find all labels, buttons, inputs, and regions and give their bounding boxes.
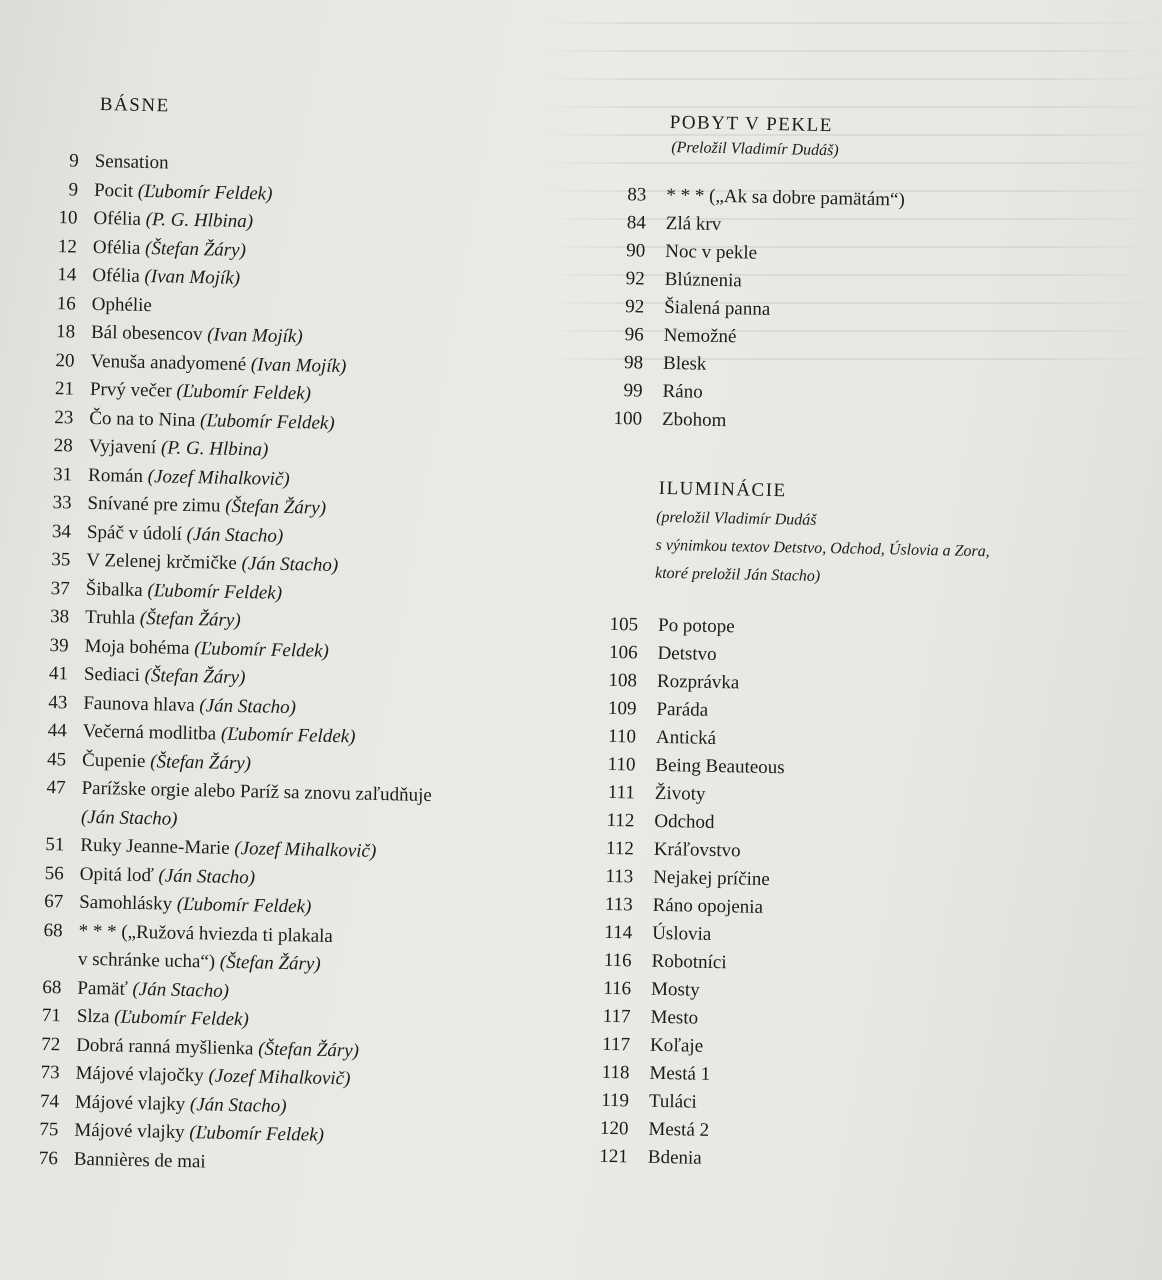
translator-name: (Ľubomír Feldek) [114, 1006, 250, 1031]
section-heading-basne: BÁSNE [99, 94, 170, 117]
poem-title: Mestá 1 [649, 1062, 711, 1085]
page-number: 23 [54, 406, 74, 429]
page-number: 14 [57, 264, 77, 286]
poem-title: Ruky Jeanne-Marie [80, 834, 230, 859]
page-number: 96 [624, 324, 644, 346]
page-number: 9 [68, 178, 79, 201]
poem-title: Zbohom [661, 408, 727, 432]
page-number: 10 [58, 207, 78, 229]
translator-name: (Štefan Žáry) [139, 607, 241, 632]
poem-title: Májové vlajky [74, 1119, 185, 1143]
poem-title: Tuláci [648, 1090, 698, 1113]
poem-title: Nemožné [663, 324, 737, 348]
translator-name: (Štefan Žáry) [257, 1038, 360, 1062]
poem-title: Paráda [656, 698, 709, 721]
page-number: 28 [53, 435, 73, 457]
page-number: 83 [627, 184, 647, 206]
page-number: 114 [604, 921, 633, 944]
page-number: 76 [38, 1147, 59, 1169]
translator-name: (Ján Stacho) [80, 806, 178, 830]
poem-title: Šibalka [85, 578, 143, 601]
poem-title: Pamäť [77, 977, 128, 1000]
poem-title: Detstvo [657, 642, 717, 665]
poem-title: Mosty [650, 978, 700, 1001]
page-number: 47 [46, 777, 66, 799]
poem-title: * * * („Ak sa dobre pamätám“) [666, 184, 905, 211]
section-translator-note: (Preložil Vladimír Dudáš) [671, 139, 839, 160]
translator-name: (Ľubomír Feldek) [189, 1122, 325, 1146]
translator-name: (Ľubomír Feldek) [176, 380, 312, 405]
poem-title: Blesk [662, 352, 707, 375]
page-number: 72 [40, 1033, 61, 1055]
poem-title: Májové vlajočky [75, 1062, 205, 1087]
translator-name: (Ľubomír Feldek) [137, 180, 273, 205]
section-heading-iluminacie: ILUMINÁCIE [658, 477, 787, 502]
translator-name: (Štefan Žáry) [150, 750, 252, 774]
translator-name: (Ľubomír Feldek) [194, 637, 330, 662]
page-number: 56 [44, 862, 65, 884]
poem-title: Snívané pre zimu [87, 492, 221, 517]
page-number: 92 [625, 296, 645, 318]
page-number: 18 [55, 321, 76, 343]
page-number: 110 [607, 725, 637, 748]
poem-title: Bannières de mai [73, 1148, 206, 1172]
translator-name: (Ľubomír Feldek) [176, 893, 312, 918]
page-number: 113 [605, 865, 634, 888]
poem-title: Ráno [662, 380, 703, 403]
poem-title: Ofélia [92, 236, 141, 259]
page-number: 110 [607, 753, 636, 776]
translator-name: (Ľubomír Feldek) [147, 579, 283, 604]
poem-title: Bál obesencov [90, 321, 203, 346]
poem-title: Rozprávka [656, 670, 740, 694]
translator-name: (Jozef Mihalkovič) [234, 837, 377, 862]
page-number: 35 [51, 549, 71, 571]
poem-title: Robotníci [651, 950, 727, 974]
page-number: 100 [613, 407, 643, 430]
poem-title: Samohlásky [78, 891, 173, 915]
section-translator-note-line-1: (preložil Vladimír Dudáš [656, 508, 817, 529]
page-number: 20 [55, 349, 75, 372]
poem-title: Nejakej príčine [653, 866, 771, 891]
page-number: 21 [54, 378, 75, 400]
page-number: 12 [57, 235, 78, 258]
poem-title: Májové vlajky [74, 1091, 186, 1115]
poem-title: Spáč v údolí [86, 521, 183, 545]
translator-name: (Ján Stacho) [186, 523, 284, 547]
page-number: 109 [607, 697, 637, 720]
page-number: 68 [42, 976, 62, 998]
page-number: 120 [599, 1117, 629, 1140]
page-number: 68 [43, 919, 63, 941]
poem-title: Ofélia [92, 264, 141, 287]
poem-title: Zlá krv [665, 212, 722, 236]
page-number: 43 [48, 691, 68, 713]
page-number: 106 [608, 641, 638, 664]
poem-title: Ofélia [93, 207, 142, 230]
page-number: 90 [626, 240, 646, 262]
page-number: 74 [39, 1090, 60, 1112]
translator-name: (Ján Stacho) [241, 553, 339, 577]
poem-title: Slza [76, 1005, 110, 1028]
page-number: 112 [605, 837, 635, 860]
poem-title: Opitá loď [79, 863, 155, 886]
poem-title: Sediaci [83, 663, 141, 686]
poem-title: Úslovia [651, 922, 712, 945]
page-number: 116 [603, 977, 632, 1000]
poem-title: Vyjavení [88, 435, 157, 459]
translator-name: (Štefan Žáry) [144, 237, 247, 261]
poem-title: Životy [654, 782, 706, 805]
poem-title: Večerná modlitba [82, 720, 217, 745]
page-number: 38 [49, 606, 70, 628]
section-translator-note-line-2: s výnimkou textov Detstvo, Odchod, Úslovia a Zora, [655, 536, 990, 561]
poem-title: Čo na to Nina [89, 407, 196, 431]
poem-title: Blúznenia [664, 268, 742, 292]
page-number: 9 [68, 150, 79, 172]
poem-title: Ophélie [91, 293, 153, 316]
poem-title-line-1: * * * („Ružová hviezda ti plakala [78, 920, 334, 947]
page-number: 117 [602, 1033, 631, 1056]
translator-name: (Ivan Mojík) [250, 353, 347, 377]
translator-name: (Ján Stacho) [132, 978, 230, 1002]
poem-title: Prvý večer [89, 378, 172, 402]
page-number: 75 [39, 1118, 59, 1141]
poem-title: Ráno opojenia [652, 894, 764, 918]
section-heading-pobyt-v-pekle: POBYT V PEKLE [669, 111, 834, 137]
page-number: 45 [46, 748, 67, 770]
page-number: 51 [45, 834, 65, 856]
translator-name: (Štefan Žáry) [225, 495, 327, 519]
page-number: 41 [48, 663, 69, 685]
poem-title: V Zelenej krčmičke [86, 549, 238, 574]
translator-name: (Ján Stacho) [189, 1093, 287, 1117]
page-number: 105 [609, 613, 639, 636]
page-number: 34 [51, 520, 72, 542]
translator-name: (Ľubomír Feldek) [199, 409, 335, 434]
page-number: 113 [604, 893, 633, 916]
translator-name: (Štefan Žáry) [144, 665, 246, 689]
poem-title: Sensation [94, 150, 169, 174]
translator-name: (Ivan Mojík) [206, 324, 303, 348]
page-number: 31 [52, 463, 73, 485]
page-number: 98 [623, 352, 644, 374]
page-number: 16 [56, 292, 76, 315]
poem-title: Noc v pekle [665, 240, 758, 264]
poem-title-line-2: v schránke ucha“) [77, 948, 216, 973]
page-number: 108 [608, 669, 638, 692]
page-number: 99 [623, 380, 643, 402]
translator-name: (Jozef Mihalkovič) [147, 465, 290, 490]
poem-title: Koľaje [649, 1034, 704, 1057]
page-number: 39 [49, 634, 69, 656]
poem-title: Odchod [654, 810, 715, 833]
page-number: 117 [602, 1005, 631, 1028]
translator-name: (Ján Stacho) [199, 694, 297, 718]
translator-name: (Štefan Žáry) [219, 951, 321, 975]
page-number: 116 [603, 949, 632, 972]
translator-name: (Ivan Mojík) [144, 265, 241, 289]
poem-title: Moja bohéma [84, 635, 190, 659]
poem-title: Bdenia [647, 1146, 702, 1169]
poem-title: Pocit [93, 179, 134, 202]
translator-name: (P. G. Hlbina) [145, 208, 254, 233]
translator-name: (P. G. Hlbina) [160, 437, 269, 461]
poem-title: Venuša anadyomené [90, 350, 247, 375]
page-number: 119 [600, 1089, 630, 1112]
page-number: 33 [52, 492, 72, 514]
page-number: 71 [41, 1004, 62, 1027]
page-number: 92 [625, 268, 645, 290]
translator-name: (Ľubomír Feldek) [220, 723, 356, 748]
translator-name: (Jozef Mihalkovič) [208, 1065, 351, 1090]
page-number: 44 [47, 720, 67, 742]
section-translator-note-line-3: ktoré preložil Ján Stacho) [654, 564, 821, 585]
poem-title: Faunova hlava [83, 692, 195, 716]
page-number: 111 [607, 781, 636, 804]
poem-title: Po potope [657, 614, 735, 638]
page-number: 73 [40, 1061, 60, 1084]
poem-title: Kráľovstvo [653, 838, 741, 862]
page-number: 37 [50, 577, 70, 599]
poem-title: Being Beauteous [655, 754, 785, 779]
translator-name: (Ján Stacho) [158, 864, 256, 888]
poem-title: Román [87, 464, 144, 487]
poem-title: Parížske orgie alebo Paríž sa znovu zaľudňuje [81, 777, 433, 807]
poem-title: Dobrá ranná myšlienka [75, 1034, 254, 1059]
page-number: 67 [43, 891, 64, 913]
poem-title: Čupenie [81, 749, 146, 772]
poem-title: Antická [655, 726, 717, 749]
page-number: 118 [601, 1061, 630, 1084]
page-number: 112 [606, 809, 635, 832]
poem-title: Mesto [650, 1006, 699, 1029]
page-number: 84 [626, 212, 647, 234]
poem-title: Šialená panna [664, 296, 771, 320]
poem-title: Mestá 2 [648, 1118, 710, 1141]
page-number: 121 [599, 1145, 629, 1168]
poem-title: Truhla [84, 606, 136, 629]
